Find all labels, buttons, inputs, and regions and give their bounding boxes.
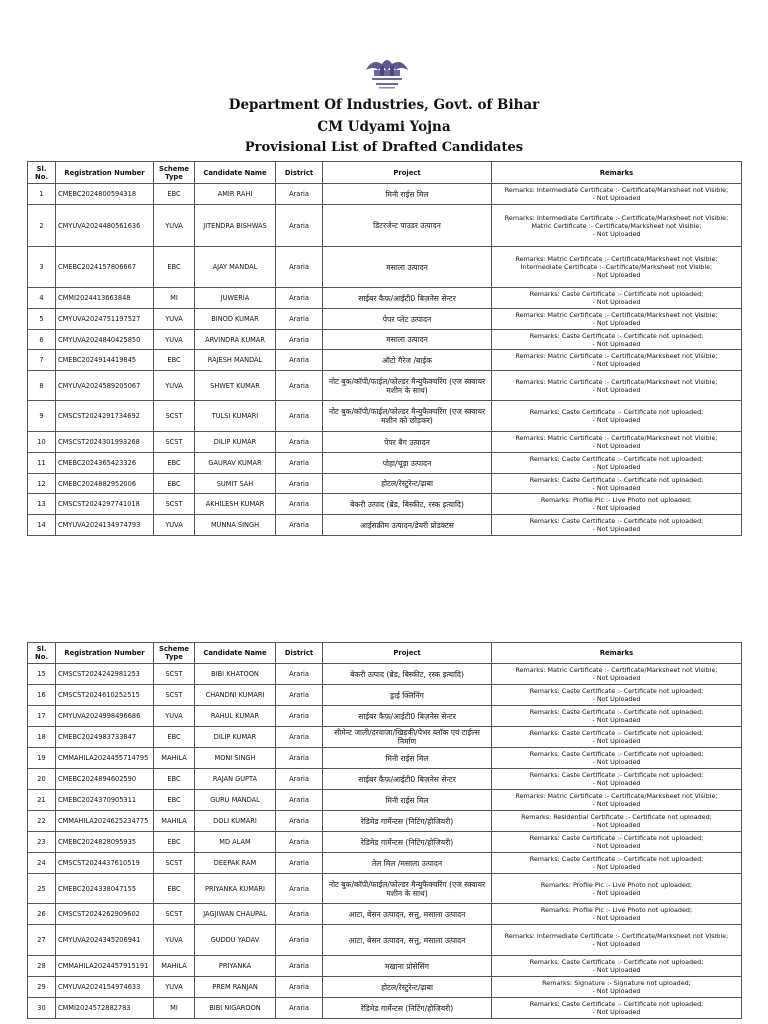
list-title: Provisional List of Drafted Candidates [244,140,524,155]
sl-cell: 22 [28,811,56,832]
col-header-registration: Registration Number [56,162,154,184]
registration-cell: CMSCST2024301993268 [56,432,154,453]
table-row [28,769,742,790]
table-row [28,956,742,977]
remarks-cell: Remarks: Caste Certificate :- Certificate not uploaded; - Not Uploaded [492,401,742,432]
registration-cell: CMSCST2024242981253 [56,664,154,685]
project-cell: मसाला उत्पादन [323,330,492,350]
district-cell: Araria [276,453,323,474]
project-cell: मिनी राईस मिल [323,184,492,205]
registration-cell: CMEBC2024157806667 [56,247,154,288]
district-cell: Araria [276,811,323,832]
district-cell: Araria [276,371,323,401]
project-cell: मसाला उत्पादन [323,247,492,288]
col-header-remarks: Remarks [492,643,742,664]
district-cell: Araria [276,706,323,727]
project-cell: पोहा/चूड़ा उत्पादन [323,453,492,474]
sl-cell: 15 [28,664,56,685]
remarks-cell: Remarks: Caste Certificate :- Certificate not uploaded; - Not Uploaded [492,515,742,536]
scheme-type-cell: SCST [154,685,195,706]
scheme-type-cell: EBC [154,769,195,790]
sl-cell: 9 [28,401,56,432]
col-header-sl: Sl. No. [28,643,56,664]
table-row [28,853,742,874]
project-cell: साईबर कैफ़/आईटी0 बिज़नेस सेन्टर [323,769,492,790]
sl-cell: 4 [28,288,56,309]
registration-cell: CMEBC2024338047155 [56,874,154,904]
table-row [28,494,742,515]
remarks-cell: Remarks: Matric Certificate :- Certificate/Marksheet not Visible; Intermediate Certificate :- Certificate/Marksheet not Visible; - Not Uploaded [492,247,742,288]
table-row [28,664,742,685]
project-cell: ड्राई क्लिनिंग [323,685,492,706]
table-row [28,371,742,401]
remarks-cell: Remarks: Matric Certificate :- Certificate/Marksheet not Visible; - Not Uploaded [492,790,742,811]
scheme-type-cell: YUVA [154,977,195,998]
project-cell: साईबर कैफ़/आईटी0 बिज़नेस सेन्टर [323,706,492,727]
candidate-name-cell: DILIP KUMAR [195,432,276,453]
sl-cell: 21 [28,790,56,811]
table-row [28,330,742,350]
remarks-cell: Remarks: Matric Certificate :- Certificate/Marksheet not Visible; - Not Uploaded [492,664,742,685]
candidate-name-cell: SHWET KUMAR [195,371,276,401]
col-header-district: District [276,643,323,664]
remarks-cell: Remarks: Residential Certificate :- Certificate not uploaded; - Not Uploaded [492,811,742,832]
candidate-name-cell: TULSI KUMARI [195,401,276,432]
col-header-candidate-name: Candidate Name [195,162,276,184]
project-cell: आटा, बेसन उत्पादन, सत्तु, मसाला उत्पादन [323,925,492,956]
remarks-cell: Remarks: Matric Certificate :- Certificate/Marksheet not Visible; - Not Uploaded [492,309,742,330]
table-row [28,706,742,727]
district-cell: Araria [276,494,323,515]
registration-cell: CMYUVA2024345206941 [56,925,154,956]
registration-cell: CMEBC2024800594318 [56,184,154,205]
sl-cell: 19 [28,748,56,769]
col-header-candidate-name: Candidate Name [195,643,276,664]
sl-cell: 30 [28,998,56,1019]
sl-cell: 1 [28,184,56,205]
project-cell: मिनी राईस मिल [323,748,492,769]
district-cell: Araria [276,330,323,350]
registration-cell: CMYUVA2024751197527 [56,309,154,330]
project-cell: ऑटो गैरेज /बाईक [323,350,492,371]
scheme-type-cell: YUVA [154,205,195,247]
table-row [28,748,742,769]
scheme-type-cell: EBC [154,874,195,904]
scheme-type-cell: YUVA [154,371,195,401]
table-row [28,925,742,956]
col-header-sl: Sl. No. [28,162,56,184]
sl-cell: 20 [28,769,56,790]
project-cell: होटल/रेस्टुरेन्ट/ढ़ाबा [323,474,492,494]
project-cell: मखाना प्रोसेसिंग [323,956,492,977]
candidate-name-cell: AMIR RAHI [195,184,276,205]
registration-cell: CMSCST2024297741018 [56,494,154,515]
candidate-name-cell: SUMIT SAH [195,474,276,494]
table-row [28,685,742,706]
table-row [28,904,742,925]
project-cell: रेडिमेड गार्मेन्टस (निटिंग/होजियरी) [323,998,492,1019]
registration-cell: CMEBC2024894602590 [56,769,154,790]
remarks-cell: Remarks: Profile Pic :- Live Photo not uploaded; - Not Uploaded [492,904,742,925]
table-row [28,184,742,205]
district-cell: Araria [276,432,323,453]
scheme-type-cell: EBC [154,184,195,205]
project-cell: नोट बुक/कॉपी/फाईल/फोल्डर मैन्युफैक्चरिंग (एज स्क्वायर मशीन को छोड़कर) [323,401,492,432]
district-cell: Araria [276,832,323,853]
scheme-type-cell: SCST [154,853,195,874]
registration-cell: CMSCST2024437610519 [56,853,154,874]
remarks-cell: Remarks: Caste Certificate :- Certificate not uploaded; - Not Uploaded [492,330,742,350]
remarks-cell: Remarks: Caste Certificate :- Certificate not uploaded; - Not Uploaded [492,474,742,494]
candidate-name-cell: GUDDU YADAV [195,925,276,956]
project-cell: होटल/रेस्टुरेन्ट/ढ़ाबा [323,977,492,998]
project-cell: तेल मिल /मसाला उत्पादन [323,853,492,874]
sl-cell: 29 [28,977,56,998]
sl-cell: 13 [28,494,56,515]
project-cell: नोट बुक/कॉपी/फाईल/फोल्डर मैन्युफैक्चरिंग (एज स्क्वायर मशीन के साथ) [323,874,492,904]
district-cell: Araria [276,956,323,977]
district-cell: Araria [276,184,323,205]
registration-cell: CMSCST2024291734692 [56,401,154,432]
table-row [28,874,742,904]
district-cell: Araria [276,904,323,925]
remarks-cell: Remarks: Caste Certificate :- Certificate not uploaded; - Not Uploaded [492,685,742,706]
registration-cell: CMEBC2024828095935 [56,832,154,853]
district-cell: Araria [276,853,323,874]
candidate-name-cell: GURU MANDAL [195,790,276,811]
registration-cell: CMEBC2024914419845 [56,350,154,371]
table-header-row [28,643,742,664]
scheme-type-cell: SCST [154,664,195,685]
district-cell: Araria [276,748,323,769]
registration-cell: CMEBC2024983733847 [56,727,154,748]
sl-cell: 2 [28,205,56,247]
registration-cell: CMEBC2024370905311 [56,790,154,811]
remarks-cell: Remarks: Signature :- Signature not uploaded; - Not Uploaded [492,977,742,998]
candidate-name-cell: RAJAN GUPTA [195,769,276,790]
col-header-district: District [276,162,323,184]
sl-cell: 5 [28,309,56,330]
candidate-name-cell: MD ALAM [195,832,276,853]
district-cell: Araria [276,474,323,494]
project-cell: बेकरी उत्पाद (ब्रेड, बिस्कीट, रस्क इत्यादि) [323,664,492,685]
scheme-type-cell: EBC [154,474,195,494]
candidate-name-cell: JAGJIWAN CHAUPAL [195,904,276,925]
project-cell: आईसक्रीम उत्पादन/डेयरी प्रोडक्टस [323,515,492,536]
registration-cell: CMSCST2024262909602 [56,904,154,925]
table-row [28,998,742,1019]
col-header-project: Project [323,643,492,664]
remarks-cell: Remarks: Intermediate Certificate :- Certificate/Marksheet not Visible; - Not Uploaded [492,925,742,956]
sl-cell: 28 [28,956,56,977]
registration-cell: CMEBC2024365423326 [56,453,154,474]
scheme-type-cell: MAHILA [154,748,195,769]
registration-cell: CMMAHILA2024625234775 [56,811,154,832]
remarks-cell: Remarks: Caste Certificate :- Certificate not uploaded; - Not Uploaded [492,769,742,790]
table-row [28,288,742,309]
remarks-cell: Remarks: Caste Certificate :- Certificate not uploaded; - Not Uploaded [492,853,742,874]
registration-cell: CMYUVA2024480561636 [56,205,154,247]
candidate-name-cell: BIBI KHATOON [195,664,276,685]
candidate-name-cell: MUNNA SINGH [195,515,276,536]
bihar-emblem-icon [360,54,414,90]
candidate-name-cell: DEEPAK RAM [195,853,276,874]
table-row [28,205,742,247]
remarks-cell: Remarks: Caste Certificate :- Certificate not uploaded; - Not Uploaded [492,998,742,1019]
registration-cell: CMMI2024413663848 [56,288,154,309]
sl-cell: 11 [28,453,56,474]
district-cell: Araria [276,247,323,288]
sl-cell: 8 [28,371,56,401]
candidate-name-cell: RAHUL KUMAR [195,706,276,727]
remarks-cell: Remarks: Caste Certificate :- Certificate not uploaded; - Not Uploaded [492,956,742,977]
candidate-name-cell: MONI SINGH [195,748,276,769]
scheme-type-cell: EBC [154,832,195,853]
project-cell: डिटरजेन्ट पाउडर उत्पादन [323,205,492,247]
district-cell: Araria [276,205,323,247]
sl-cell: 3 [28,247,56,288]
candidate-name-cell: BINOD KUMAR [195,309,276,330]
table-row [28,832,742,853]
project-cell: पेपर बैग उत्पादन [323,432,492,453]
table-row [28,309,742,330]
candidate-name-cell: GAURAV KUMAR [195,453,276,474]
sl-cell: 18 [28,727,56,748]
candidate-name-cell: PREM RANJAN [195,977,276,998]
district-cell: Araria [276,998,323,1019]
scheme-type-cell: EBC [154,247,195,288]
table-row [28,401,742,432]
project-cell: साईबर कैफ़/आईटी0 बिज़नेस सेन्टर [323,288,492,309]
remarks-cell: Remarks: Caste Certificate :- Certificate not uploaded; - Not Uploaded [492,288,742,309]
scheme-type-cell: EBC [154,727,195,748]
sl-cell: 27 [28,925,56,956]
project-cell: नोट बुक/कॉपी/फाईल/फोल्डर मैन्युफैक्चरिंग (एज स्क्वायर मशीन के साथ) [323,371,492,401]
remarks-cell: Remarks: Caste Certificate :- Certificate not uploaded; - Not Uploaded [492,453,742,474]
col-header-scheme-type: Scheme Type [154,162,195,184]
remarks-cell: Remarks: Profile Pic :- Live Photo not uploaded; - Not Uploaded [492,874,742,904]
table-row [28,453,742,474]
district-cell: Araria [276,515,323,536]
table-row [28,727,742,748]
table-header-row [28,162,742,184]
table-row [28,247,742,288]
sl-cell: 10 [28,432,56,453]
sl-cell: 26 [28,904,56,925]
candidate-name-cell: PRIYANKA KUMARI [195,874,276,904]
candidate-name-cell: ARVINDRA KUMAR [195,330,276,350]
district-cell: Araria [276,790,323,811]
remarks-cell: Remarks: Intermediate Certificate :- Certificate/Marksheet not Visible; Matric Certificate :- Certificate/Marksheet not Visible; - Not Uploaded [492,205,742,247]
department-title: Department Of Industries, Govt. of Bihar [228,97,540,113]
candidate-name-cell: PRIYANKA [195,956,276,977]
registration-cell: CMYUVA2024589205067 [56,371,154,401]
remarks-cell: Remarks: Caste Certificate :- Certificate not uploaded; - Not Uploaded [492,748,742,769]
project-cell: आटा, बेसन उत्पादन, सत्तु, मसाला उत्पादन [323,904,492,925]
col-header-scheme-type: Scheme Type [154,643,195,664]
registration-cell: CMYUVA2024154974633 [56,977,154,998]
district-cell: Araria [276,401,323,432]
table-row [28,474,742,494]
scheme-type-cell: YUVA [154,706,195,727]
registration-cell: CMEBC2024882952006 [56,474,154,494]
remarks-cell: Remarks: Intermediate Certificate :- Certificate/Marksheet not Visible; - Not Uploaded [492,184,742,205]
candidates-table-1 [27,161,742,536]
scheme-type-cell: MAHILA [154,956,195,977]
remarks-cell: Remarks: Caste Certificate :- Certificate not uploaded; - Not Uploaded [492,727,742,748]
scheme-title: CM Udyami Yojna [317,119,451,135]
project-cell: बेकरी उत्पाद (ब्रेड, बिस्कीट, रस्क इत्यादि) [323,494,492,515]
scheme-type-cell: MAHILA [154,811,195,832]
table-row [28,811,742,832]
candidate-name-cell: DOLI KUMARI [195,811,276,832]
sl-cell: 25 [28,874,56,904]
remarks-cell: Remarks: Caste Certificate :- Certificate not uploaded; - Not Uploaded [492,832,742,853]
registration-cell: CMMAHILA2024455714795 [56,748,154,769]
candidates-table-2 [27,642,742,1019]
scheme-type-cell: EBC [154,350,195,371]
project-cell: मिनी राईस मिल [323,790,492,811]
registration-cell: CMYUVA2024998496686 [56,706,154,727]
registration-cell: CMMAHILA2024457915191 [56,956,154,977]
district-cell: Araria [276,977,323,998]
scheme-type-cell: YUVA [154,330,195,350]
remarks-cell: Remarks: Matric Certificate :- Certificate/Marksheet not Visible; - Not Uploaded [492,350,742,371]
remarks-cell: Remarks: Profile Pic :- Live Photo not uploaded; - Not Uploaded [492,494,742,515]
district-cell: Araria [276,288,323,309]
project-cell: पेपर प्लेट उत्पादन [323,309,492,330]
table-row [28,515,742,536]
district-cell: Araria [276,769,323,790]
scheme-type-cell: SCST [154,432,195,453]
registration-cell: CMMI2024572882783 [56,998,154,1019]
district-cell: Araria [276,350,323,371]
candidate-name-cell: JITENDRA BISHWAS [195,205,276,247]
table-row [28,790,742,811]
sl-cell: 17 [28,706,56,727]
registration-cell: CMYUVA2024134974793 [56,515,154,536]
remarks-cell: Remarks: Caste Certificate :- Certificate not uploaded; - Not Uploaded [492,706,742,727]
scheme-type-cell: YUVA [154,925,195,956]
district-cell: Araria [276,925,323,956]
scheme-type-cell: YUVA [154,309,195,330]
scheme-type-cell: SCST [154,904,195,925]
remarks-cell: Remarks: Matric Certificate :- Certificate/Marksheet not Visible; - Not Uploaded [492,371,742,401]
registration-cell: CMSCST2024610252515 [56,685,154,706]
project-cell: सीमेन्ट जाली/दरवाजा/खिड़की/पेभर ब्लॉक एवं टाईल्स निर्माण [323,727,492,748]
district-cell: Araria [276,664,323,685]
candidate-name-cell: CHANDNI KUMARI [195,685,276,706]
scheme-type-cell: SCST [154,494,195,515]
scheme-type-cell: YUVA [154,515,195,536]
district-cell: Araria [276,685,323,706]
table-row [28,432,742,453]
candidate-name-cell: RAJESH MANDAL [195,350,276,371]
sl-cell: 6 [28,330,56,350]
col-header-remarks: Remarks [492,162,742,184]
project-cell: रेडिमेड गार्मेन्टस (निटिंग/होजियरी) [323,832,492,853]
scheme-type-cell: EBC [154,790,195,811]
candidate-name-cell: DILIP KUMAR [195,727,276,748]
sl-cell: 12 [28,474,56,494]
sl-cell: 16 [28,685,56,706]
district-cell: Araria [276,309,323,330]
scheme-type-cell: MI [154,998,195,1019]
project-cell: रेडिमेड गार्मेन्टस (निटिंग/होजियरी) [323,811,492,832]
sl-cell: 7 [28,350,56,371]
table-row [28,350,742,371]
table-row [28,977,742,998]
remarks-cell: Remarks: Matric Certificate :- Certificate/Marksheet not Visible; - Not Uploaded [492,432,742,453]
sl-cell: 14 [28,515,56,536]
col-header-registration: Registration Number [56,643,154,664]
sl-cell: 24 [28,853,56,874]
sl-cell: 23 [28,832,56,853]
registration-cell: CMYUVA2024840425850 [56,330,154,350]
candidate-name-cell: AJAY MANDAL [195,247,276,288]
col-header-project: Project [323,162,492,184]
candidate-name-cell: JUWERIA [195,288,276,309]
district-cell: Araria [276,727,323,748]
district-cell: Araria [276,874,323,904]
scheme-type-cell: SCST [154,401,195,432]
candidate-name-cell: BIBI NIGAROON [195,998,276,1019]
candidate-name-cell: AKHILESH KUMAR [195,494,276,515]
scheme-type-cell: MI [154,288,195,309]
scheme-type-cell: EBC [154,453,195,474]
